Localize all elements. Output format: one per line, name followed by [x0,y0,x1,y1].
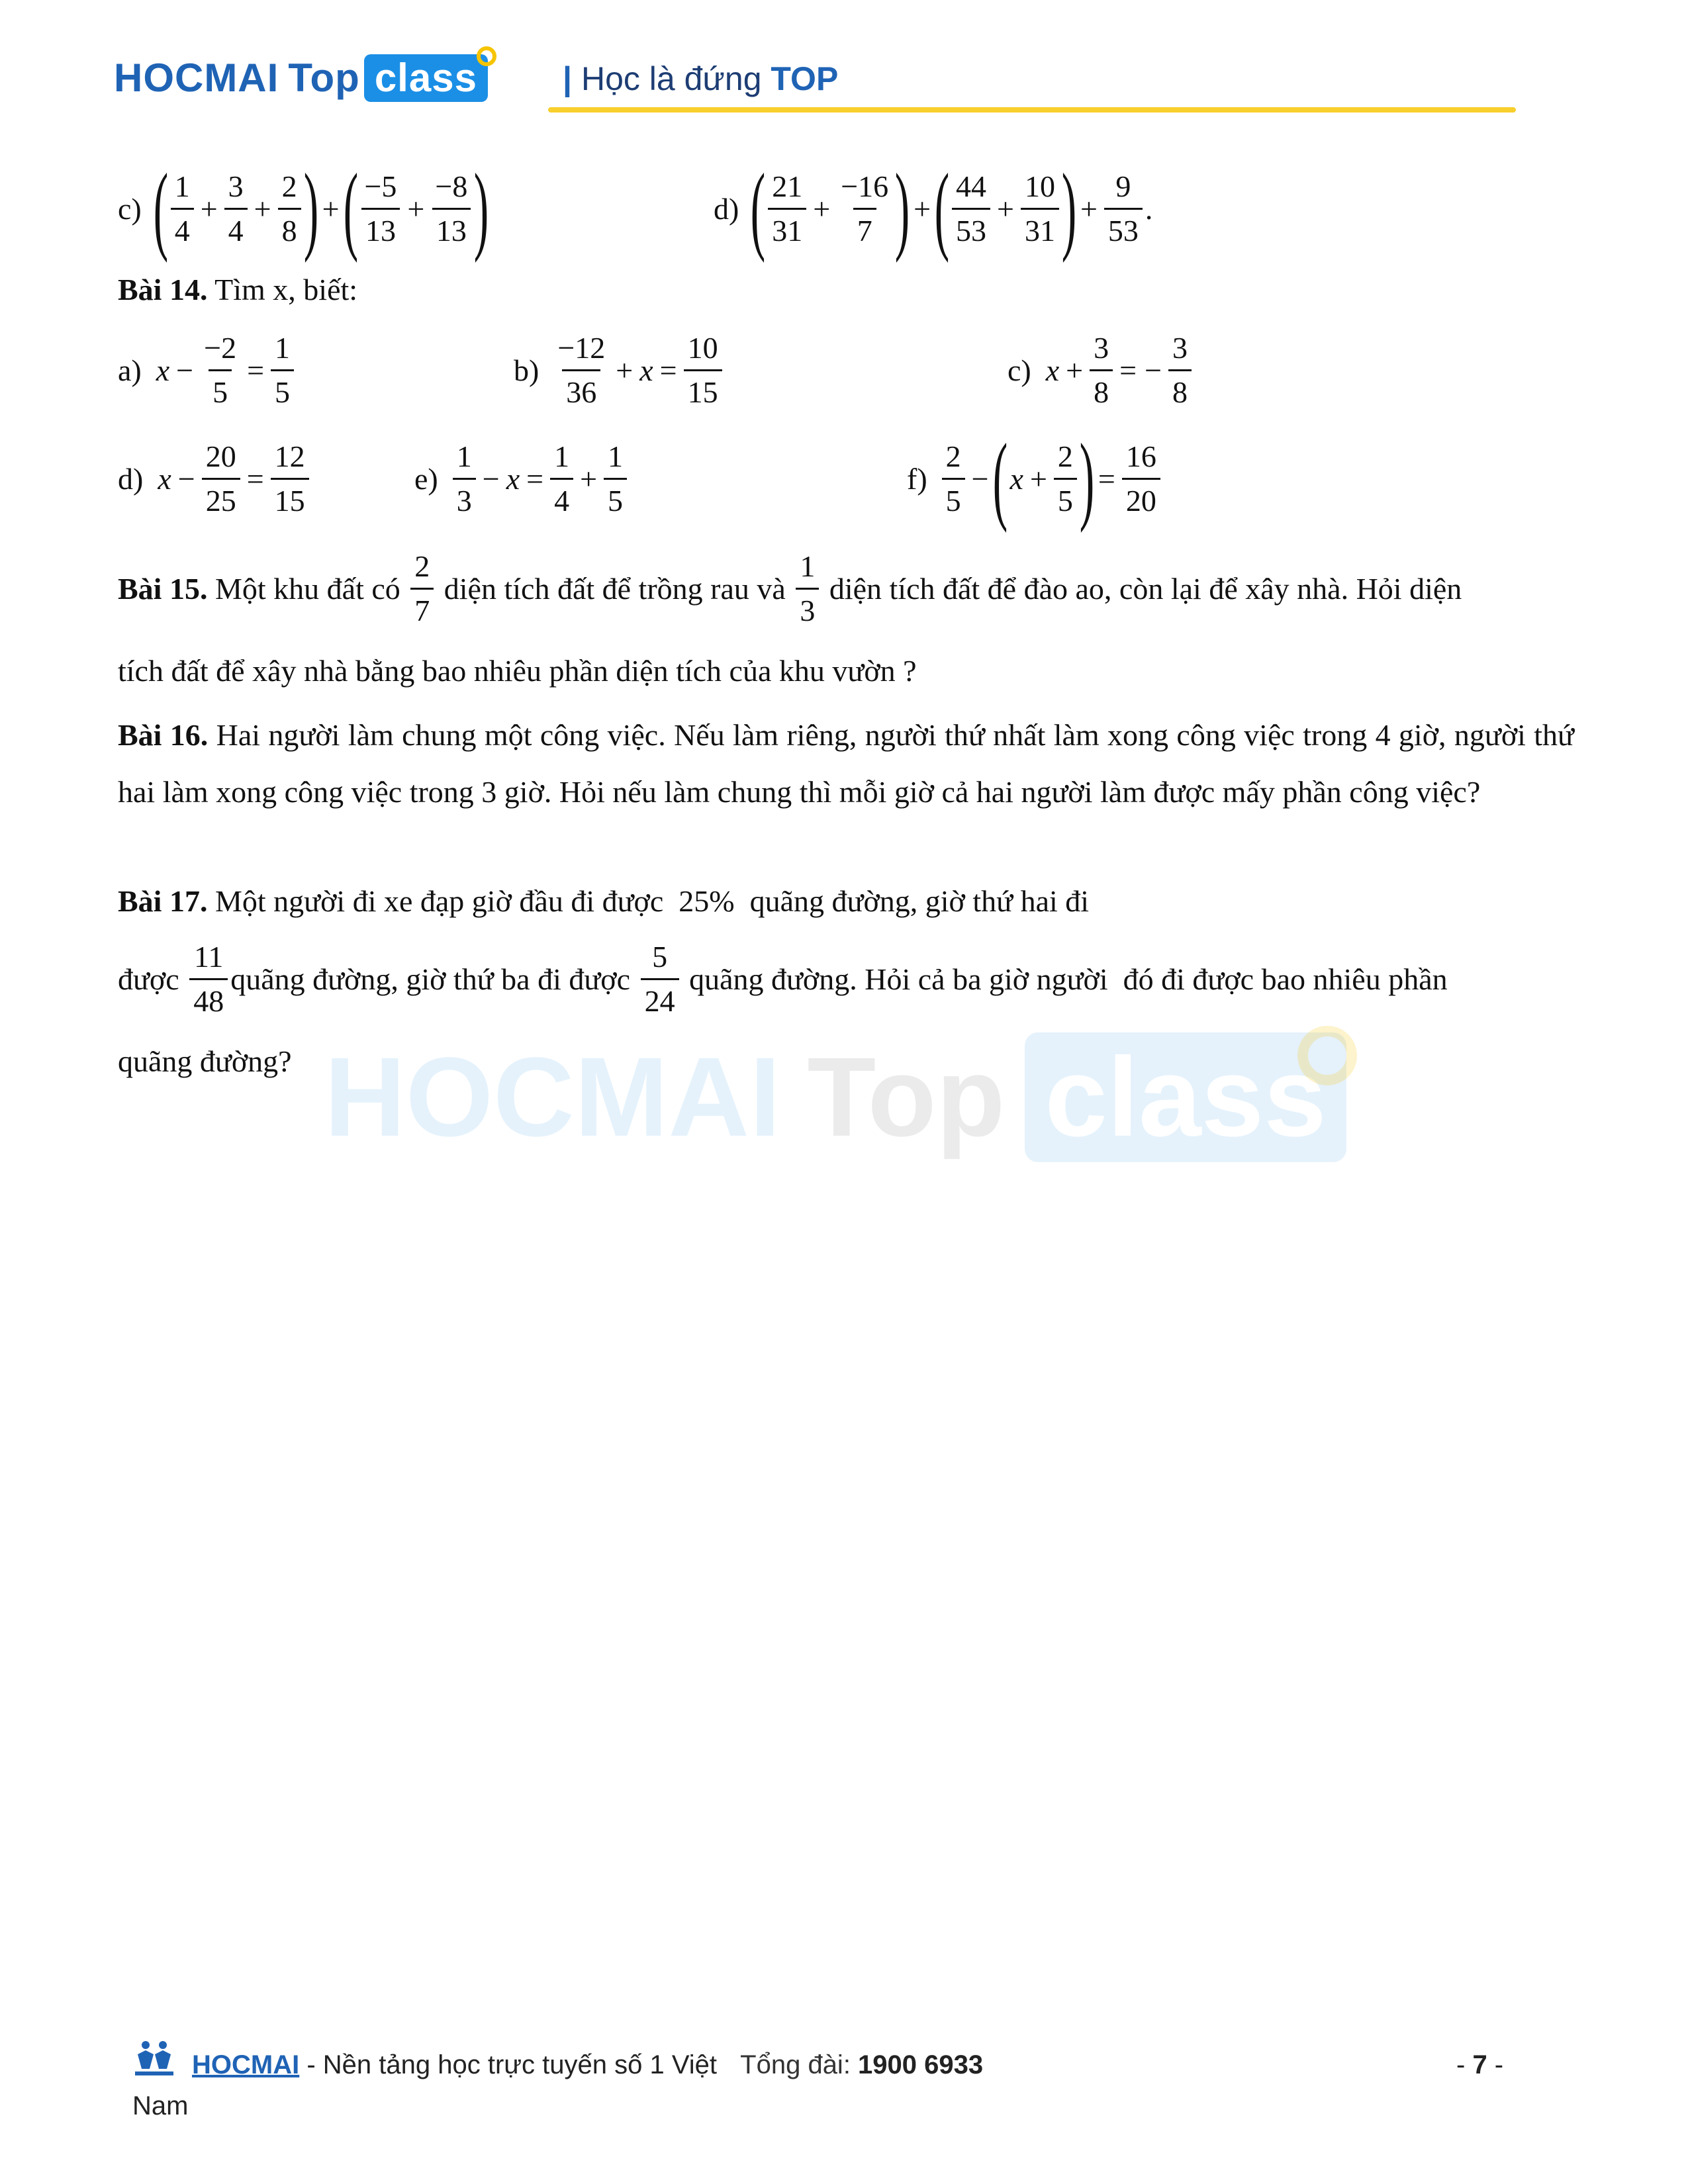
hotline-number: 1900 6933 [858,2050,984,2079]
fraction: $\frac{11}{48}$ [189,940,228,1019]
footer-text: HOCMAI - Nền tảng học trực tuyến số 1 Việt Tổng đài: 1900 6933 [192,2050,984,2079]
fraction: $\frac{44}{53}$ [952,169,990,248]
bai16-paragraph: Bài 16. Hai người làm chung một công việc. Nếu làm riêng, người thứ nhất làm xong công việc trong 4 giờ, người thứ hai làm xong công việc trong 3 giờ. Hỏi nếu làm chung thì mỗi giờ cả hai người làm được mấy phần công việc? [118,718,1574,809]
fraction: $\frac{3}{4}$ [224,169,248,248]
bai14-heading: Bài 14. Tìm x, biết: [118,273,358,306]
bai14-d: d) x − $\frac{20}{25}$ = $\frac{12}{15}$ [118,439,312,518]
bai15-line2: tích đất để xây nhà bằng bao nhiêu phần diện tích của khu vườn ? [118,654,917,688]
bai14-c: c) x + $\frac{3}{8}$ = − $\frac{3}{8}$ [1008,331,1194,410]
tagline-text: Học là đứng [581,60,762,97]
fraction: $\frac{10}{15}$ [684,331,722,410]
fraction: $\frac{10}{31}$ [1021,169,1059,248]
logo-class: class [364,54,488,102]
fraction: $\frac{9}{53}$ [1104,169,1143,248]
bai14-e: e) $\frac{1}{3}$ − x = $\frac{1}{4}$ + $\frac{1}{5}$ [414,439,630,518]
fraction: $\frac{20}{25}$ [202,439,240,518]
footer-line2: Nam [132,2091,189,2120]
brand-logo [114,54,488,102]
fraction: $\frac{3}{8}$ [1090,331,1113,410]
fraction: $\frac{2}{7}$ [410,549,434,628]
bai13-c: c) ( $\frac{1}{4}$ + $\frac{3}{4}$ + $\frac{2}{8}$ ) + ( $\frac{-5}{13}$ + $\frac{-8}{13}$ ) [118,154,489,263]
logo-top: Top [288,56,360,100]
fraction: $\frac{2}{8}$ [278,169,301,248]
bai17-line3: quãng đường? [118,1044,292,1078]
logo-hocmai: HOCMAI [114,56,279,100]
fraction: $\frac{21}{31}$ [768,169,806,248]
header-divider [548,107,1516,113]
fraction: $\frac{-8}{13}$ [431,169,471,248]
fraction: $\frac{3}{8}$ [1168,331,1192,410]
watermark-logo: HOCMAI Top class [324,1032,1346,1162]
fraction: $\frac{12}{15}$ [271,439,309,518]
fraction: $\frac{1}{5}$ [604,439,627,518]
bai14-b: b) $\frac{-12}{36}$ + x = $\frac{10}{15}$ [514,331,725,410]
fraction: $\frac{1}{3}$ [796,549,819,628]
fraction: $\frac{-5}{13}$ [360,169,400,248]
logo-sun-icon [477,46,496,66]
watermark-sun-icon [1297,1026,1357,1085]
fraction: $\frac{16}{20}$ [1122,439,1160,518]
fraction: $\frac{1}{4}$ [550,439,573,518]
fraction: $\frac{1}{5}$ [271,331,294,410]
fraction: $\frac{2}{5}$ [1054,439,1077,518]
fraction: $\frac{-16}{7}$ [841,169,889,248]
bai14-a: a) x − $\frac{-2}{5}$ = $\frac{1}{5}$ [118,331,297,410]
page-number: - 7 - [1456,2050,1504,2079]
footer-brand-link[interactable]: HOCMAI [192,2050,300,2079]
fraction: $\frac{-12}{36}$ [557,331,606,409]
bai14-f: f) $\frac{2}{5}$ − ( x + $\frac{2}{5}$ ) = $\frac{16}{20}$ [907,429,1163,528]
fraction: $\frac{1}{3}$ [453,439,476,518]
hocmai-footer-logo-icon [131,2038,177,2078]
bai13-d: d) ( $\frac{21}{31}$ + $\frac{-16}{7}$ ) + ( $\frac{44}{53}$ + $\frac{10}{31}$ ) + $\frac{9}{53}$ . [714,154,1153,263]
bai17-line2: được $\frac{11}{48}$ quãng đường, giờ thứ ba đi được $\frac{5}{24}$ quãng đường. Hỏi cả ba giờ người đó đi được bao nhiêu phần [118,940,1448,1018]
fraction: $\frac{1}{4}$ [171,169,194,248]
header-tagline: | Học là đứng TOP [563,60,839,97]
fraction: $\frac{2}{5}$ [942,439,965,518]
fraction: $\frac{5}{24}$ [641,940,679,1019]
tagline-strong: TOP [771,60,839,97]
bai17-line1: Bài 17. Một người đi xe đạp giờ đầu đi được 25% quãng đường, giờ thứ hai đi [118,884,1090,918]
fraction: $\frac{-2}{5}$ [204,331,237,409]
bai15-line1: Bài 15. Một khu đất có $\frac{2}{7}$ diện tích đất để trồng rau và $\frac{1}{3}$ diện tích đất để đào ao, còn lại để xây nhà. Hỏi diện [118,549,1462,627]
